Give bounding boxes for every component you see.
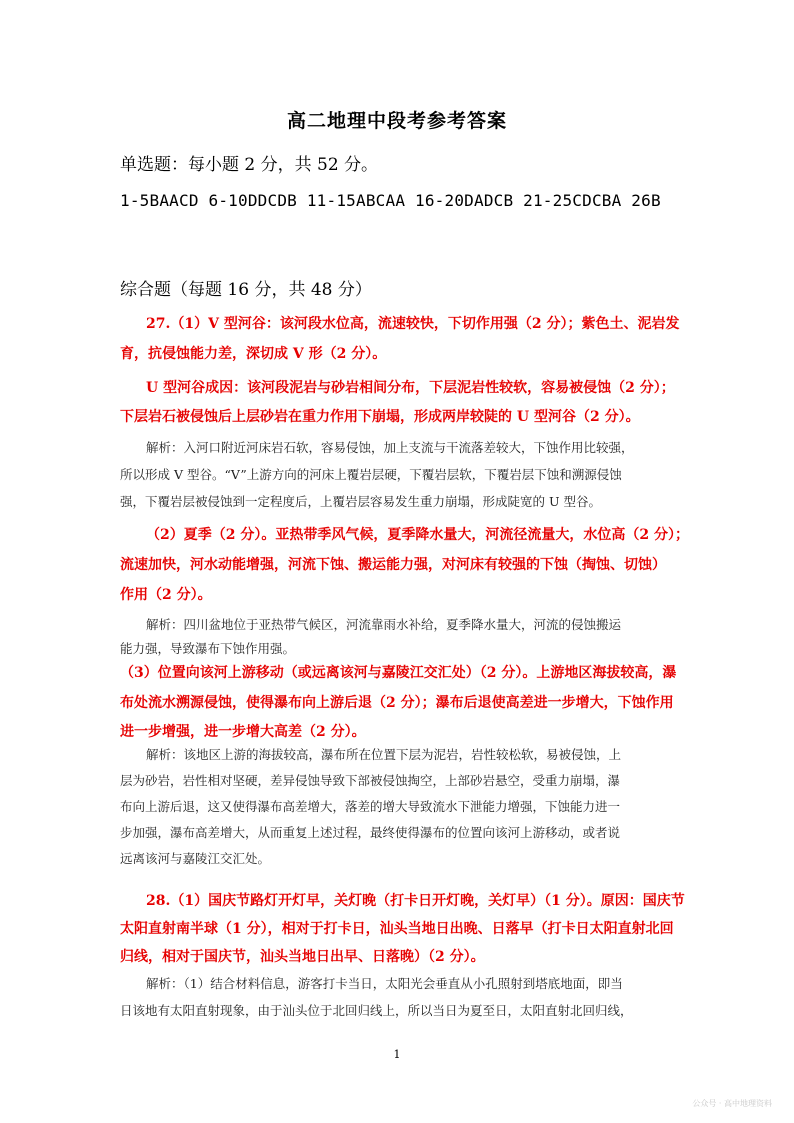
q27-part3-explanation: 布向上游后退，这又使得瀑布高差增大，落差的增大导致流水下泄能力增强，下蚀能力进一 (120, 799, 621, 814)
q28-part1-explanation: 解析：（1）结合材料信息，游客打卡当日，太阳光会垂直从小孔照射到塔底地面，即当 (146, 976, 623, 991)
q28-part1-line: 太阳直射南半球（1 分），相对于打卡日，汕头当地日出晚、日落早（打卡日太阳直射北回 (120, 921, 674, 937)
q27-u-valley-line: U 型河谷成因：该河段泥岩与砂岩相间分布，下层泥岩性较软，容易被侵蚀（2 分）； (146, 380, 675, 396)
q27-part3-line: 布处流水溯源侵蚀，使得瀑布向上游后退（2 分）；瀑布后退使高差进一步增大，下蚀作用 (120, 695, 674, 711)
q28-part1-line: 归线，相对于国庆节，汕头当地日出早、日落晚）（2 分）。 (120, 949, 485, 965)
q27-part2-explanation: 能力强，导致瀑布下蚀作用强。 (120, 641, 296, 656)
q27-part1-explanation: 所以形成 V 型谷。“V”上游方向的河床上覆岩层硬，下覆岩层软，下覆岩层下蚀和溯源侵蚀 (120, 467, 622, 482)
q27-part3-explanation: 层为砂岩，岩性相对坚硬，差异侵蚀导致下部被侵蚀掏空，上部砂岩悬空，受重力崩塌，瀑 (120, 773, 621, 788)
page-title: 高二地理中段考参考答案 (286, 110, 507, 132)
q27-part2-line: 流速加快，河水动能增强，河流下蚀、搬运能力强，对河床有较强的下蚀（掏蚀、切蚀） (120, 557, 666, 573)
q27-part1-line: 27.（1）V 型河谷：该河段水位高，流速较快，下切作用强（2 分）；紫色土、泥岩发 (146, 316, 680, 332)
q27-u-valley-line: 下层岩石被侵蚀后上层砂岩在重力作用下崩塌，形成两岸较陡的 U 型河谷（2 分）。 (120, 409, 640, 425)
single-choice-answers: 1-5BAACD 6-10DDCDB 11-15ABCAA 16-20DADCB 21-25CDCBA 26B (120, 191, 661, 210)
q28-part1-line: 28.（1）国庆节路灯开灯早，关灯晚（打卡日开灯晚，关灯早）（1 分）。原因：国庆节 (146, 893, 685, 909)
page-number: 1 (393, 1048, 401, 1061)
watermark-text: 公众号 · 高中地理资料 (692, 1099, 772, 1108)
single-choice-header: 单选题：每小题 2 分，共 52 分。 (120, 155, 379, 175)
q27-part3-explanation: 远离该河与嘉陵江交汇处。 (120, 851, 271, 866)
q27-part2-line: （2）夏季（2 分）。亚热带季风气候，夏季降水量大，河流径流量大，水位高（2 分）； (146, 527, 689, 543)
q27-part1-explanation: 解析：入河口附近河床岩石软，容易侵蚀，加上支流与干流落差较大，下蚀作用比较强， (146, 440, 634, 455)
q27-part2-line: 作用（2 分）。 (120, 587, 212, 603)
q27-part1-line: 育，抗侵蚀能力差，深切成 V 形（2 分）。 (120, 346, 387, 362)
q27-part1-explanation: 强，下覆岩层被侵蚀到一定程度后，上覆岩层容易发生重力崩塌，形成陡宽的 U 型谷。 (120, 494, 601, 509)
q27-part2-explanation: 解析：四川盆地位于亚热带气候区，河流靠雨水补给，夏季降水量大，河流的侵蚀搬运 (146, 617, 622, 632)
q27-part3-line: （3）位置向该河上游移动（或远离该河与嘉陵江交汇处）（2 分）。上游地区海拔较高，瀑 (120, 665, 677, 681)
q27-part3-line: 进一步增强，进一步增大高差（2 分）。 (120, 724, 366, 740)
q28-part1-explanation: 日该地有太阳直射现象，由于汕头位于北回归线上，所以当日为夏至日，太阳直射北回归线， (120, 1003, 633, 1018)
comprehensive-header: 综合题（每题 16 分，共 48 分） (120, 280, 372, 300)
q27-part3-explanation: 步加强，瀑布高差增大，从而重复上述过程，最终使得瀑布的位置向该河上游移动，或者说 (120, 825, 621, 840)
q27-part3-explanation: 解析：该地区上游的海拔较高，瀑布所在位置下层为泥岩，岩性较松软，易被侵蚀，上 (146, 747, 622, 762)
